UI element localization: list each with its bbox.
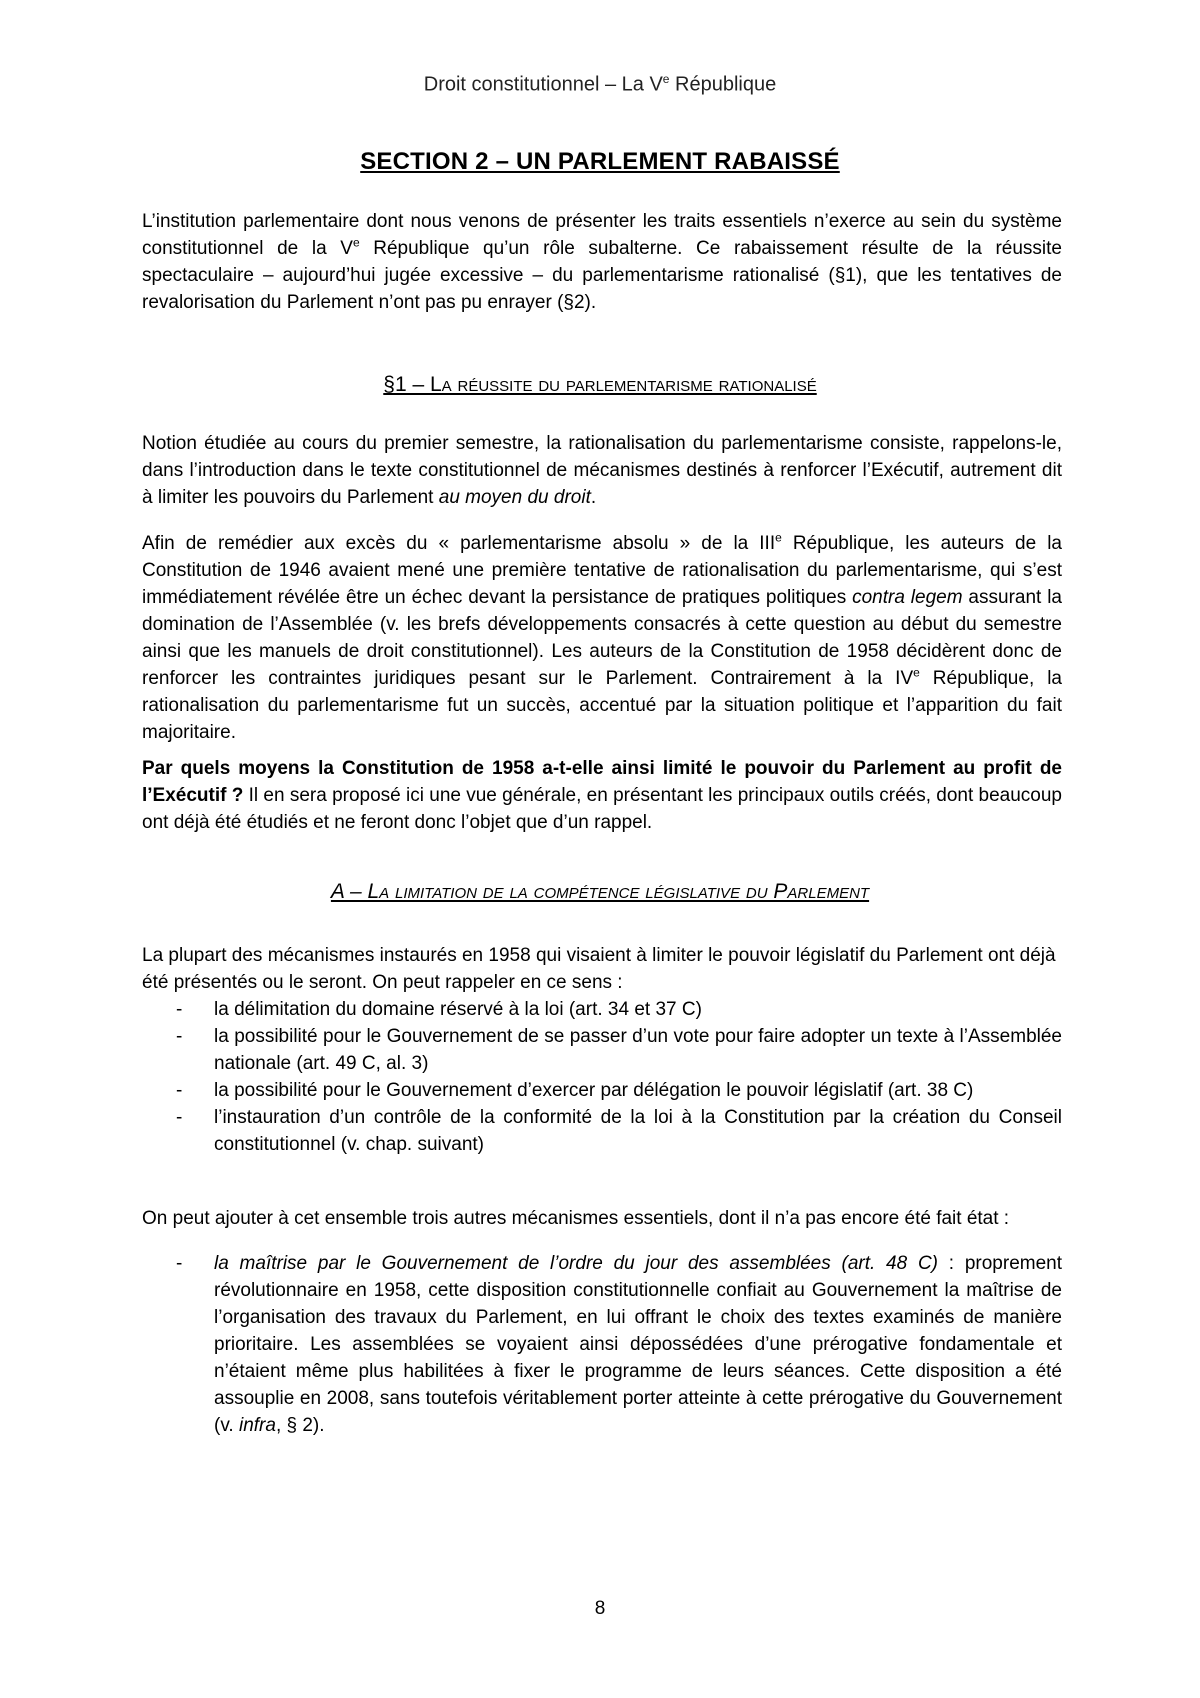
section-intro: L’institution parlementaire dont nous venons de présenter les traits essentiels n’exerce au sein du système constitutionnel de la Ve République qu’un rôle subalterne. Ce rabaissement résulte de la réussite spectaculaire – aujourd’hui jugée excessive – du parlementarisme rationalisé (§1), que les tentatives de revalorisation du Parlement n’ont pas pu enrayer (§2). <box>142 211 1062 313</box>
list-item: - la maîtrise par le Gouvernement de l’ordre du jour des assemblées (art. 48 C) : proprement révolutionnaire en 1958, cette disposition constitutionnelle confiait au Gouvernement la maîtrise de l’organisation des travaux du Parlement, en lui offrant le choix des textes examinés de manière prioritaire. Les assemblées se voyaient ainsi dépossédées d’une prérogative fondamentale et n’étaient même plus habilitées à fixer le programme de leurs séances. Cette disposition a été assouplie en 2008, sans toutefois véritablement porter atteinte à cette prérogative du Gouvernement (v. infra, § 2). <box>176 1253 1062 1436</box>
essential-mechanisms-list <box>142 1250 1062 1439</box>
subsection-1-heading: §1 – La réussite du parlementarisme rationalisé <box>383 373 817 396</box>
subA-intro-2: On peut ajouter à cet ensemble trois autres mécanismes essentiels, dont il n’a pas encore été fait état : <box>142 1208 1010 1229</box>
list-item: - la possibilité pour le Gouvernement de se passer d’un vote pour faire adopter un texte à l’Assemblée nationale (art. 49 C, al. 3) <box>176 1026 1062 1074</box>
list-item: - l’instauration d’un contrôle de la conformité de la loi à la Constitution par la création du Conseil constitutionnel (v. chap. suivant) <box>176 1107 1062 1155</box>
sub1-paragraph-2: Afin de remédier aux excès du « parlementarisme absolu » de la IIIe République, les auteurs de la Constitution de 1946 avaient mené une première tentative de rationalisation du parlementarisme, qui s’est immédiatement révélée être un échec devant la persistance de pratiques politiques contra legem assurant la domination de l’Assemblée (v. les brefs développements consacrés à cette question au début du semestre ainsi que les manuels de droit constitutionnel). Les auteurs de la Constitution de 1958 décidèrent donc de renforcer les contraintes juridiques pesant sur le Parlement. Contrairement à la IVe République, la rationalisation du parlementarisme fut un succès, accentué par la situation politique et l’apparition du fait majoritaire. <box>142 530 1062 743</box>
running-header: Droit constitutionnel – La Ve République <box>423 72 777 96</box>
subsection-A-heading: A – La limitation de la compétence législative du Parlement <box>330 880 870 903</box>
page-number: 8 <box>594 1598 606 1619</box>
sub1-paragraph-3: Par quels moyens la Constitution de 1958 a-t-elle ainsi limité le pouvoir du Parlement au profit de l’Exécutif ? Il en sera proposé ici une vue générale, en présentant les principaux outils créés, dont beaucoup ont déjà été étudiés et ne feront donc l’objet que d’un rappel. <box>142 758 1062 833</box>
mechanisms-list <box>142 996 1062 1158</box>
list-item: - la possibilité pour le Gouvernement d’exercer par délégation le pouvoir législatif (art. 38 C) <box>176 1080 974 1101</box>
section-title: SECTION 2 – UN PARLEMENT RABAISSÉ <box>360 148 840 175</box>
sub1-paragraph-1: Notion étudiée au cours du premier semestre, la rationalisation du parlementarisme consiste, rappelons-le, dans l’introduction dans le texte constitutionnel de mécanismes destinés à renforcer l’Exécutif, autrement dit à limiter les pouvoirs du Parlement au moyen du droit. <box>142 433 1062 508</box>
subA-intro: La plupart des mécanismes instaurés en 1958 qui visaient à limiter le pouvoir législatif du Parlement ont déjà été présentés ou le seront. On peut rappeler en ce sens : <box>142 945 1056 993</box>
list-item: - la délimitation du domaine réservé à la loi (art. 34 et 37 C) <box>176 999 702 1020</box>
